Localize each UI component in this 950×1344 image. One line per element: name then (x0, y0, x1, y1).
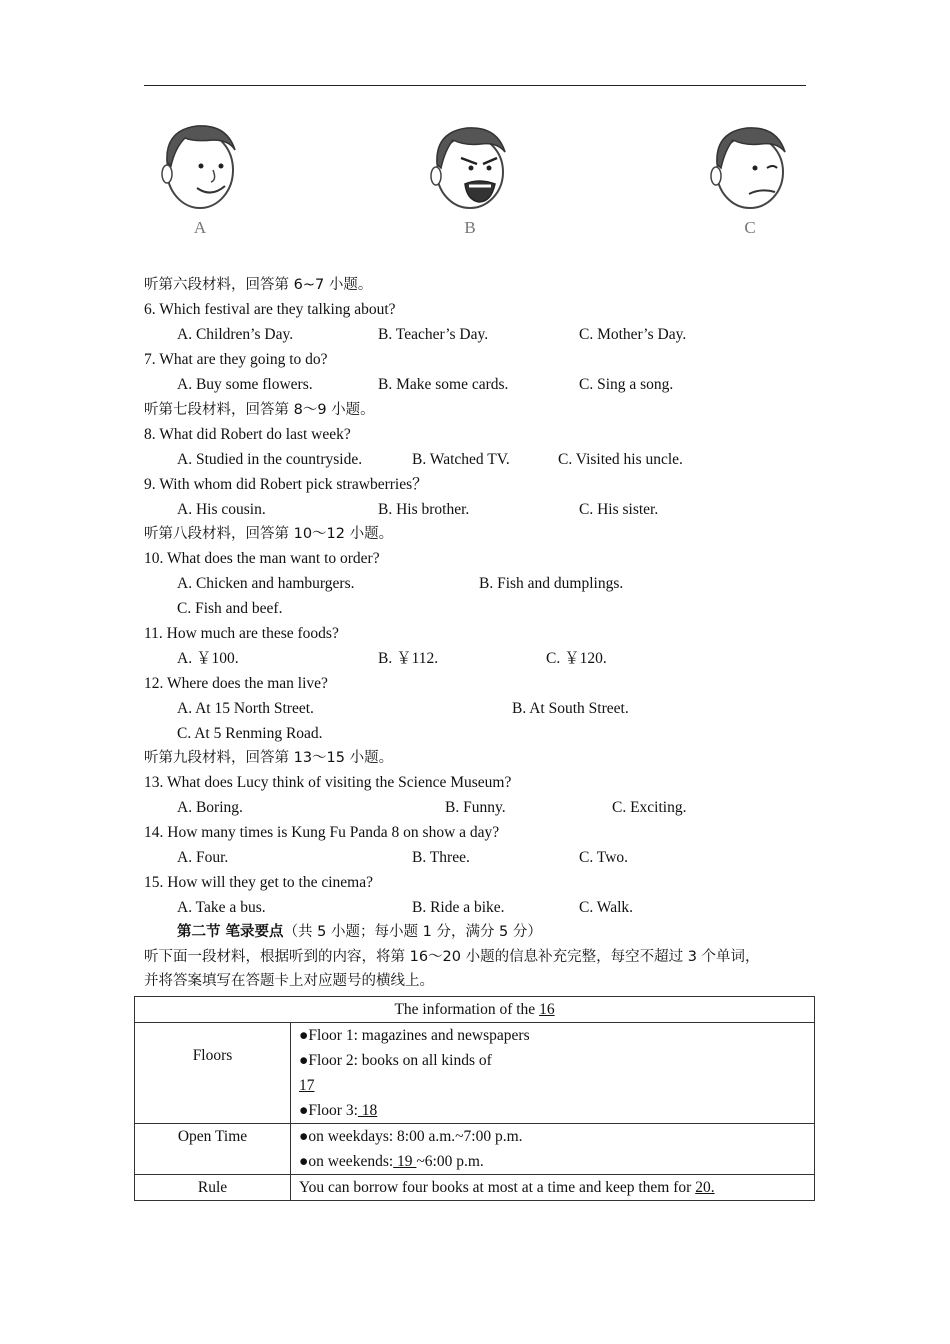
face-label-b: B (464, 218, 476, 237)
q7-option-b: B. Make some cards. (378, 376, 509, 393)
table-row-open-time (135, 1124, 815, 1175)
weekends-text: ●on weekends: (299, 1153, 394, 1170)
part-two-instruction-1: 听下面一段材料，根据听到的内容，将第 16～20 小题的信息补充完整，每空不超过 3 个单词， (144, 949, 760, 965)
q10-option-a: A. Chicken and hamburgers. (177, 575, 355, 592)
q13-option-a: A. Boring. (177, 799, 243, 816)
q8-option-a: A. Studied in the countryside. (177, 451, 363, 468)
rule-cell (291, 1175, 815, 1201)
q6-option-a: A. Children’s Day. (177, 326, 294, 343)
section-heading-6: 听第六段材料，回答第 6~7 小题。 (144, 277, 373, 293)
question-13: 13. What does Lucy think of visiting the Science Museum? (144, 774, 512, 791)
face-pictures (0, 118, 950, 248)
smiling-face-icon (155, 118, 245, 218)
part-two-title: 第二节 笔录要点 (177, 924, 284, 940)
section-heading-9: 听第九段材料，回答第 13～15 小题。 (144, 750, 394, 766)
face-label-c: C (744, 218, 756, 237)
question-6: 6. Which festival are they talking about? (144, 301, 396, 318)
open-time-cell (291, 1124, 815, 1175)
floor-1-text: ●Floor 1: magazines and newspapers (299, 1027, 530, 1044)
section-heading-8: 听第八段材料，回答第 10～12 小题。 (144, 526, 394, 542)
question-8: 8. What did Robert do last week? (144, 426, 351, 443)
floor-2-text: ●Floor 2: books on all kinds of (299, 1052, 492, 1069)
q15-option-b: B. Ride a bike. (412, 899, 505, 916)
face-a (155, 118, 245, 243)
header-rule (144, 85, 806, 86)
table-header-text: The information of the (394, 1001, 540, 1018)
table-header-row (135, 997, 815, 1023)
face-b (425, 118, 515, 243)
q15-option-a: A. Take a bus. (177, 899, 266, 916)
question-7: 7. What are they going to do? (144, 351, 328, 368)
blank-20: 20. (695, 1179, 715, 1196)
question-11: 11. How much are these foods? (144, 625, 339, 642)
blank-18: 18 (357, 1102, 378, 1119)
q12-option-b: B. At South Street. (512, 700, 629, 717)
q9-option-c: C. His sister. (579, 501, 659, 518)
q7-option-a: A. Buy some flowers. (177, 376, 313, 393)
floors-label: Floors (135, 1023, 291, 1124)
weekdays-text: ●on weekdays: 8:00 a.m.~7:00 p.m. (299, 1128, 523, 1145)
part-two-heading (177, 922, 542, 942)
q15-option-c: C. Walk. (579, 899, 634, 916)
face-c (705, 118, 795, 243)
unhappy-face-icon (705, 118, 795, 218)
q8-option-c: C. Visited his uncle. (558, 451, 683, 468)
q8-option-b: B. Watched TV. (412, 451, 510, 468)
q10-option-b: B. Fish and dumplings. (479, 575, 624, 592)
question-10: 10. What does the man want to order? (144, 550, 380, 567)
part-two-score-note: （共 5 小题；每小题 1 分，满分 5 分） (283, 924, 542, 940)
q11-option-b: B. ￥112. (378, 650, 439, 667)
q11-option-a: A. ￥100. (177, 650, 239, 667)
section-heading-7: 听第七段材料，回答第 8～9 小题。 (144, 402, 375, 418)
q14-option-b: B. Three. (412, 849, 470, 866)
q12-option-a: A. At 15 North Street. (177, 700, 314, 717)
q13-option-b: B. Funny. (445, 799, 506, 816)
blank-19: 19 (393, 1153, 417, 1170)
floors-cell (291, 1023, 815, 1124)
q10-option-c: C. Fish and beef. (177, 600, 283, 617)
q6-option-c: C. Mother’s Day. (579, 326, 687, 343)
angry-face-icon (425, 118, 515, 218)
question-12: 12. Where does the man live? (144, 675, 328, 692)
q14-option-c: C. Two. (579, 849, 629, 866)
question-15: 15. How will they get to the cinema? (144, 874, 373, 891)
q9-option-b: B. His brother. (378, 501, 470, 518)
question-9: 9. With whom did Robert pick strawberries？ (144, 476, 428, 493)
face-label-a: A (193, 218, 207, 237)
q6-option-b: B. Teacher’s Day. (378, 326, 489, 343)
q12-option-c: C. At 5 Renming Road. (177, 725, 323, 742)
q14-option-a: A. Four. (177, 849, 229, 866)
table-row-rule (135, 1175, 815, 1201)
q13-option-c: C. Exciting. (612, 799, 687, 816)
question-14: 14. How many times is Kung Fu Panda 8 on show a day? (144, 824, 500, 841)
table-header-cell (135, 997, 815, 1023)
q7-option-c: C. Sing a song. (579, 376, 674, 393)
info-table (134, 996, 815, 1201)
floor-3-text: ●Floor 3: (299, 1102, 358, 1119)
q9-option-a: A. His cousin. (177, 501, 266, 518)
open-time-label: Open Time (135, 1124, 291, 1175)
blank-16: 16 (539, 1001, 555, 1018)
blank-17: 17 (299, 1077, 315, 1094)
part-two-instruction-2: 并将答案填写在答题卡上对应题号的横线上。 (144, 973, 434, 989)
rule-text: You can borrow four books at most at a time and keep them for (299, 1179, 696, 1196)
rule-label: Rule (135, 1175, 291, 1201)
q11-option-c: C. ￥120. (546, 650, 607, 667)
table-row-floors (135, 1023, 815, 1124)
weekends-suffix: ~6:00 p.m. (416, 1153, 484, 1170)
